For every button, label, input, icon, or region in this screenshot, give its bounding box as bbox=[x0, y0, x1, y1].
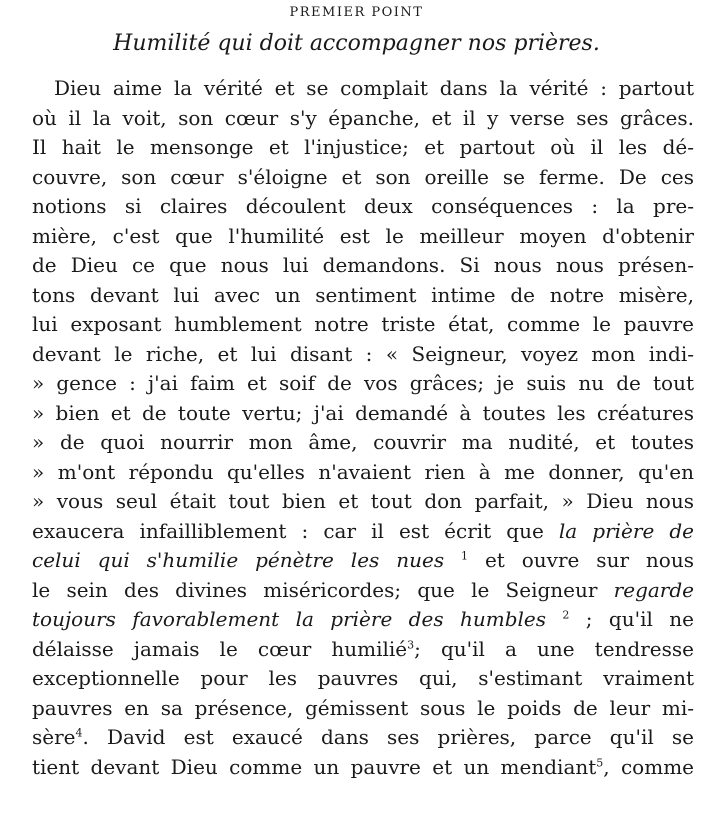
text-segment: , comme bbox=[603, 754, 694, 779]
text-segment: de Dieu ce que nous lui demandons. Si nous nous présen- bbox=[32, 253, 694, 277]
text-segment: tons devant lui avec un sentiment intime de notre misère, bbox=[32, 282, 694, 307]
text-segment: ; qu'il ne bbox=[569, 607, 694, 631]
text-segment: sère bbox=[32, 725, 76, 749]
text-line bbox=[32, 487, 694, 517]
footnote-marker: 1 bbox=[461, 549, 469, 563]
footnote-marker: 2 bbox=[562, 608, 570, 622]
text-line bbox=[32, 369, 694, 399]
text-line bbox=[32, 517, 694, 547]
section-title: Humilité qui doit accompagner nos prières. bbox=[113, 31, 600, 56]
text-segment: exceptionnelle pour les pauvres qui, s'estimant vraiment bbox=[32, 666, 694, 690]
text-line bbox=[32, 340, 694, 370]
text-segment: où il la voit, son cœur s'y épanche, et il y verse ses grâces. bbox=[32, 105, 694, 130]
body-paragraph bbox=[32, 74, 694, 782]
text-line bbox=[32, 222, 694, 252]
text-segment: lui exposant humblement notre triste état, comme le pauvre bbox=[32, 312, 694, 336]
text-line bbox=[32, 163, 694, 193]
text-line bbox=[32, 192, 694, 222]
text-segment: délaisse jamais le cœur humilié bbox=[32, 636, 408, 661]
text-line bbox=[32, 753, 694, 783]
text-segment bbox=[444, 548, 461, 572]
text-segment bbox=[546, 607, 562, 631]
text-line bbox=[32, 104, 694, 134]
text-line bbox=[32, 546, 694, 576]
text-segment: couvre, son cœur s'éloigne et son oreille se ferme. De ces bbox=[32, 164, 694, 189]
text-line bbox=[32, 605, 694, 635]
text-segment: Dieu aime la vérité et se complait dans la vérité : partout bbox=[54, 76, 694, 100]
text-line bbox=[32, 723, 694, 753]
section-label: PREMIER POINT bbox=[289, 5, 424, 20]
text-line bbox=[32, 664, 694, 694]
text-line bbox=[32, 310, 694, 340]
text-line bbox=[32, 576, 694, 606]
text-line bbox=[32, 399, 694, 429]
text-segment: ; qu'il a une tendresse bbox=[414, 636, 694, 661]
text-segment: » bien et de toute vertu; j'ai demandé à toutes les créatures bbox=[32, 400, 694, 425]
text-line bbox=[32, 281, 694, 311]
text-segment: exaucera infailliblement : car il est écrit que bbox=[32, 518, 559, 543]
italic-text: la prière de bbox=[558, 518, 694, 543]
text-segment: » m'ont répondu qu'elles n'avaient rien à me donner, qu'en bbox=[32, 459, 694, 484]
text-line bbox=[32, 133, 694, 163]
text-segment: » de quoi nourrir mon âme, couvrir ma nudité, et toutes bbox=[32, 430, 694, 454]
text-segment: » vous seul était tout bien et tout don parfait, » Dieu nous bbox=[32, 489, 694, 513]
text-segment: le sein des divines miséricordes; que le Seigneur bbox=[32, 577, 614, 602]
italic-text: celui qui s'humilie pénètre les nues bbox=[32, 548, 445, 572]
text-segment: » gence : j'ai faim et soif de vos grâces; je suis nu de tout bbox=[32, 371, 694, 395]
text-line bbox=[32, 74, 694, 104]
text-segment: notions si claires découlent deux conséquences : la pre- bbox=[32, 194, 694, 218]
text-segment: Il hait le mensonge et l'injustice; et partout où il les dé- bbox=[32, 135, 694, 159]
text-segment: mière, c'est que l'humilité est le meilleur moyen d'obtenir bbox=[32, 223, 694, 248]
text-line bbox=[32, 458, 694, 488]
text-line bbox=[32, 694, 694, 724]
footnote-marker: 5 bbox=[596, 755, 604, 769]
text-line bbox=[32, 251, 694, 281]
italic-text: toujours favorablement la prière des humbles bbox=[32, 607, 546, 631]
italic-text: regarde bbox=[613, 577, 694, 602]
text-segment: et ouvre sur nous bbox=[468, 548, 694, 572]
text-segment: devant le riche, et lui disant : « Seigneur, voyez mon indi- bbox=[32, 341, 694, 366]
text-line bbox=[32, 635, 694, 665]
text-segment: pauvres en sa présence, gémissent sous le poids de leur mi- bbox=[32, 695, 694, 720]
footnote-marker: 4 bbox=[75, 726, 83, 740]
text-segment: tient devant Dieu comme un pauvre et un mendiant bbox=[32, 754, 597, 779]
text-segment: . David est exaucé dans ses prières, parce qu'il se bbox=[82, 725, 694, 749]
text-line bbox=[32, 428, 694, 458]
footnote-marker: 3 bbox=[407, 637, 415, 651]
